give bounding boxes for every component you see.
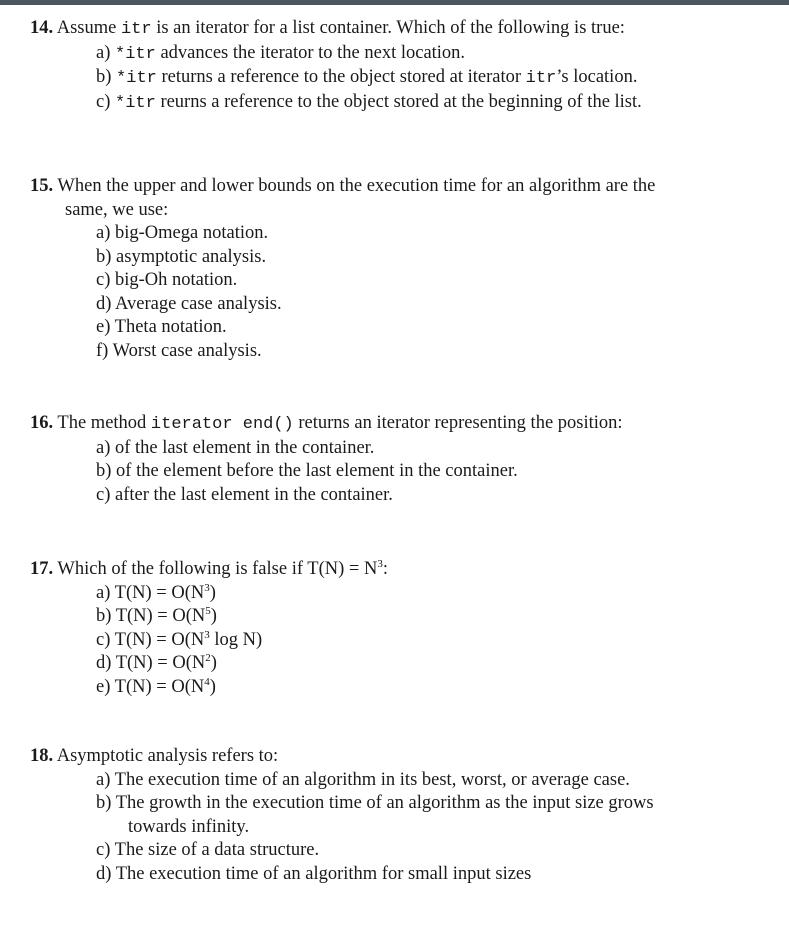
- option-c: c) big-Oh notation.: [96, 270, 238, 290]
- option-e: e) $T(N) = O(N^4)$: [96, 675, 216, 697]
- option-a: a) $T(N) = O(N^3)$: [96, 581, 216, 603]
- question-16-options: [30, 437, 760, 508]
- question-14: [30, 17, 760, 115]
- option-d: d) The execution time of an algorithm for small input sizes: [96, 863, 532, 884]
- question-17: [30, 558, 760, 699]
- question-number: 14.: [30, 18, 54, 38]
- option-b: b) The growth in the execution time of an algorithm as the input size grows towards infinity.: [96, 793, 654, 837]
- question-15: [30, 175, 760, 363]
- option-a: a) *itr advances the iterator to the next location.: [96, 42, 466, 64]
- question-14-stem: 14. Assume itr is an iterator for a list container. Which of the following is true:: [30, 18, 625, 39]
- exponent: 2: [205, 652, 211, 664]
- option-b: b) $T(N) = O(N^5)$: [96, 605, 217, 626]
- question-17-options: [30, 582, 760, 700]
- exponent: 5: [205, 605, 211, 617]
- question-15-options: [30, 222, 760, 363]
- code-itr: itr: [120, 20, 152, 39]
- option-d: d) Average case analysis.: [96, 293, 282, 314]
- question-number: 18.: [30, 746, 54, 766]
- option-f: f) Worst case analysis.: [96, 340, 262, 361]
- code-iterator-end: iterator end(): [150, 415, 294, 434]
- question-18: [30, 745, 760, 886]
- question-number: 16.: [30, 413, 54, 433]
- question-number: 15.: [30, 176, 54, 196]
- question-16: [30, 412, 760, 507]
- option-a: a) big-Omega notation.: [96, 223, 269, 243]
- option-e: e) Theta notation.: [96, 317, 227, 337]
- option-b: b) asymptotic analysis.: [96, 246, 267, 267]
- option-b: b) of the element before the last element in the container.: [96, 461, 518, 481]
- option-c: c) $T(N) = O(N^3$ log N): [96, 628, 263, 650]
- option-c: c) The size of a data structure.: [96, 840, 320, 860]
- option-c: c) *itr reurns a reference to the object stored at the beginning of the list.: [96, 91, 642, 113]
- code-deref-itr: *itr: [115, 93, 156, 113]
- code-deref-itr: *itr: [116, 69, 157, 88]
- exponent: 3: [204, 581, 210, 594]
- exponent: 3: [204, 628, 210, 641]
- question-number: 17.: [30, 559, 54, 579]
- question-15-stem: 15. When the upper and lower bounds on the execution time for an algorithm are the same, we use:: [30, 176, 656, 220]
- option-b: b) *itr returns a reference to the object stored at iterator itr’s location.: [96, 67, 638, 88]
- exponent: 3: [377, 558, 383, 570]
- option-d: d) $T(N) = O(N^2)$: [96, 652, 217, 673]
- option-a: a) of the last element in the container.: [96, 437, 375, 458]
- code-deref-itr: *itr: [115, 44, 156, 64]
- exponent: 4: [204, 675, 210, 688]
- question-18-stem: 18. Asymptotic analysis refers to:: [30, 746, 279, 766]
- question-14-options: [30, 42, 760, 116]
- option-c: c) after the last element in the container.: [96, 484, 393, 505]
- code-itr: itr: [525, 69, 557, 88]
- question-18-options: [30, 769, 760, 887]
- option-a: a) The execution time of an algorithm in its best, worst, or average case.: [96, 769, 630, 790]
- question-16-stem: 16. The method iterator end() returns an iterator representing the position:: [30, 413, 623, 434]
- question-17-stem: 17. Which of the following is false if $T(N) = N^3$:: [30, 558, 388, 579]
